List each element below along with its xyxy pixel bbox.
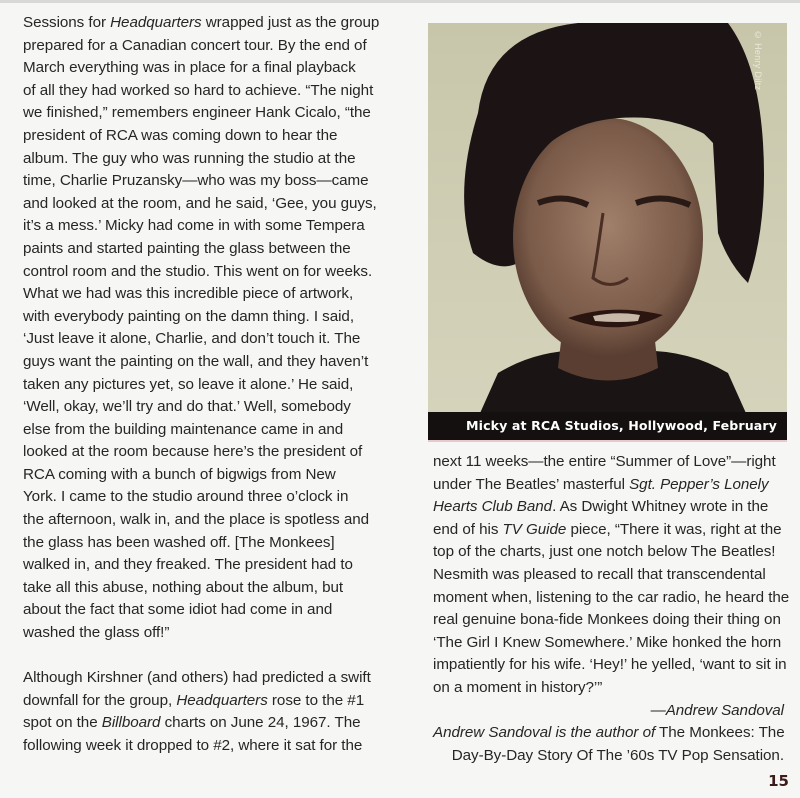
- book-title-part-1: The Monkees: The: [655, 724, 785, 742]
- text-line: [23, 283, 403, 306]
- italic-title: Headquarters: [176, 691, 268, 709]
- text-line: [23, 215, 403, 238]
- text-line: [23, 351, 403, 374]
- text-segment: What we had was this incredible piece of artwork,: [23, 285, 354, 303]
- text-line: [433, 654, 793, 677]
- text-segment: top of the charts, just one notch below The Beatles!: [433, 543, 776, 561]
- text-segment: control room and the studio. This went on for weeks.: [23, 262, 373, 280]
- text-segment: album. The guy who was running the studio at the: [23, 149, 356, 167]
- text-segment: it’s a mess.’ Micky had come in with some Tempera: [23, 217, 365, 235]
- text-segment: Although Kirshner (and others) had predicted a swift: [23, 669, 371, 687]
- paragraph-summer-of-love: [433, 451, 793, 700]
- text-segment: take all this abuse, nothing about the album, but: [23, 578, 344, 596]
- text-line: [23, 690, 403, 713]
- photo-caption: Micky at RCA Studios, Hollywood, February: [428, 412, 787, 440]
- text-line: [433, 496, 793, 519]
- text-segment: Nesmith was pleased to recall that transcendental: [433, 565, 766, 583]
- text-segment: prepared for a Canadian concert tour. By the end of: [23, 36, 367, 54]
- text-segment: ‘Just leave it alone, Charlie, and don’t touch it. The: [23, 330, 361, 348]
- paragraph-gap: [23, 645, 403, 668]
- text-segment: taken any pictures yet, so leave it alone.’ He said,: [23, 375, 354, 393]
- text-segment: guys want the painting on the wall, and they haven’t: [23, 352, 369, 370]
- text-line: [23, 712, 403, 735]
- text-line: [23, 57, 403, 80]
- author-bio-italic: Andrew Sandoval is the author of: [433, 724, 656, 742]
- text-segment: following week it dropped to #2, where it sat for the: [23, 737, 363, 754]
- italic-title: Sgt. Pepper’s Lonely: [629, 475, 769, 493]
- italic-title: Hearts Club Band: [433, 498, 553, 516]
- text-line: [23, 102, 403, 125]
- portrait-illustration: [428, 23, 787, 440]
- text-segment: next 11 weeks—the entire “Summer of Love”—right: [433, 453, 776, 470]
- text-line: [433, 609, 793, 632]
- italic-title: Headquarters: [110, 14, 202, 31]
- text-line: [23, 306, 403, 329]
- text-segment: March everything was in place for a final playback: [23, 59, 356, 77]
- page-number: 15: [768, 772, 789, 790]
- text-segment: under The Beatles’ masterful: [433, 475, 630, 493]
- text-line: [23, 80, 403, 103]
- text-segment: paints and started painting the glass between the: [23, 239, 351, 257]
- text-segment: and looked at the room, and he said, ‘Gee, you guys,: [23, 194, 377, 212]
- text-line: [23, 328, 403, 351]
- text-segment: washed the glass off!”: [23, 624, 170, 642]
- photo-credit: © Henry Diltz: [753, 30, 763, 91]
- text-line: [23, 532, 403, 555]
- text-line: [23, 667, 403, 690]
- text-segment: spot on the: [23, 714, 102, 732]
- text-segment: piece, “There it was, right at the: [566, 520, 782, 538]
- author-bio-line-1: [433, 722, 793, 745]
- italic-title: TV Guide: [502, 520, 567, 538]
- text-segment: York. I came to the studio around three o’clock in: [23, 488, 349, 506]
- text-segment: rose to the #1: [267, 691, 365, 709]
- text-line: [433, 541, 793, 564]
- text-line: [23, 419, 403, 442]
- text-segment: moment when, listening to the car radio, he heard the: [433, 588, 790, 606]
- text-segment: we finished,” remembers engineer Hank Cicalo, “the: [23, 104, 371, 122]
- text-segment: the glass has been washed off. [The Monkees]: [23, 533, 335, 551]
- text-line: [433, 474, 793, 497]
- text-line: [23, 396, 403, 419]
- text-line: [23, 238, 403, 261]
- text-line: [23, 148, 403, 171]
- paragraph-chart-success: [23, 667, 403, 757]
- text-segment: walked in, and they freaked. The president had to: [23, 556, 353, 574]
- text-line: [433, 451, 793, 474]
- text-segment: president of RCA was coming down to hear the: [23, 126, 338, 144]
- text-line: [23, 261, 403, 284]
- right-column: [433, 451, 793, 767]
- text-line: [433, 519, 793, 542]
- text-segment: the afternoon, walk in, and the place is spotless and: [23, 511, 370, 529]
- text-line: [433, 587, 793, 610]
- author-signoff: —Andrew Sandoval: [650, 701, 784, 719]
- text-segment: wrapped just as the group: [201, 14, 380, 31]
- text-segment: end of his: [433, 520, 503, 538]
- text-segment: ‘Well, okay, we’ll try and do that.’ Well, somebody: [23, 398, 351, 416]
- text-line: [23, 735, 403, 758]
- caption-underline: [428, 440, 787, 442]
- author-bio-line-2: Day-By-Day Story Of The ’60s TV Pop Sensation.: [451, 746, 784, 764]
- text-segment: Sessions for: [23, 14, 111, 31]
- text-segment: about the fact that some idiot had come in and: [23, 601, 333, 619]
- page-top-edge: [0, 0, 800, 3]
- text-line: [433, 632, 793, 655]
- text-line: [23, 170, 403, 193]
- text-segment: of all they had worked so hard to achieve. “The night: [23, 81, 374, 99]
- text-line: [433, 677, 793, 700]
- text-segment: ‘The Girl I Knew Somewhere.’ Mike honked the horn: [433, 633, 782, 651]
- text-segment: charts on June 24, 1967. The: [160, 714, 361, 732]
- text-line: [23, 12, 403, 35]
- text-line: [23, 125, 403, 148]
- text-line: [23, 193, 403, 216]
- text-segment: on a moment in history?’”: [433, 678, 603, 696]
- text-line: [23, 509, 403, 532]
- text-line: [23, 464, 403, 487]
- text-segment: looked at the room because here’s the president of: [23, 443, 363, 461]
- text-segment: with everybody painting on the damn thing. I said,: [23, 307, 354, 325]
- text-segment: else from the building maintenance came in and: [23, 420, 344, 438]
- left-column: [23, 12, 403, 758]
- text-segment: impatiently for his wife. ‘Hey!’ he yelled, ‘want to sit in: [433, 656, 787, 674]
- text-line: [23, 622, 403, 645]
- text-segment: real genuine bona-fide Monkees doing their thing on: [433, 611, 781, 629]
- text-segment: downfall for the group,: [23, 691, 177, 709]
- text-line: [23, 35, 403, 58]
- italic-title: Billboard: [101, 714, 161, 732]
- text-line: [23, 599, 403, 622]
- text-segment: . As Dwight Whitney wrote in the: [552, 498, 769, 516]
- photo-micky: [428, 23, 787, 440]
- text-line: [23, 554, 403, 577]
- text-segment: time, Charlie Pruzansky—who was my boss—came: [23, 172, 369, 190]
- text-segment: RCA coming with a bunch of bigwigs from New: [23, 465, 336, 483]
- text-line: [23, 486, 403, 509]
- text-line: [433, 564, 793, 587]
- text-line: [23, 441, 403, 464]
- text-line: [23, 374, 403, 397]
- paragraph-headquarters-sessions: [23, 12, 403, 645]
- text-line: [23, 577, 403, 600]
